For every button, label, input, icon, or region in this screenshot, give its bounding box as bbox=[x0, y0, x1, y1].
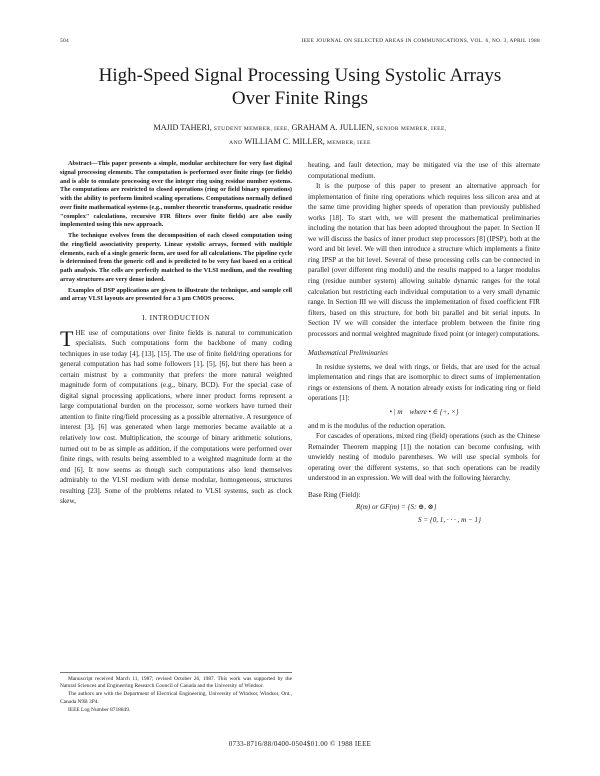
drop-cap: T bbox=[60, 325, 74, 351]
abstract-paragraph-3: Examples of DSP applications are given to illustrate the technique, and sample cell and array VLSI layouts are presented for a 3 μm CMOS process. bbox=[60, 286, 292, 303]
continued-paragraph: heating, and fault detection, may be mitigated via the use of this alternate computational medium. bbox=[308, 161, 540, 180]
abstract bbox=[60, 160, 292, 304]
modulus-paragraph: and m is the modulus of the reduction operation. bbox=[308, 421, 446, 430]
author-2-affiliation: SENIOR MEMBER, IEEE, bbox=[376, 126, 447, 132]
equation-2-left: R(m) or GF(m) = {S: ⊕, ⊗} bbox=[356, 503, 437, 512]
abstract-paragraph-1: Abstract—This paper presents a simple, modular architecture for very fast digital signal processing elements. The computation is performed over finite rings (or fields) and is able to emulate processing over the integer ring using residue number systems. The computations are restricted to closed operations (ring or field binary operations) with the ability to perform limited scaling operations. Computations normally defined over finite mathematical systems (e.g., number theoretic transforms, quadratic residue "complex" calculations, recursive FIR filters over finite fields) are also easily implemented using this new approach. bbox=[60, 160, 292, 229]
author-1-affiliation: STUDENT MEMBER, IEEE, bbox=[213, 126, 290, 132]
title-line-2: Over Finite Rings bbox=[231, 88, 369, 109]
footnotes bbox=[60, 672, 292, 715]
paper-title bbox=[60, 64, 540, 110]
left-column bbox=[60, 160, 292, 507]
author-block bbox=[60, 122, 540, 149]
purpose-paragraph: It is the purpose of this paper to present an alternative approach for implementation of finite ring operations which requires less silicon area and at the same time providing higher speeds of operation than previously published works [18]. To start with, we will present the mathematical preliminaries including the notation that has been adopted throughout the paper. In Section II we will discuss the basics of inner product step processors [8] (IPSP), both at the word and bit level. We will then introduce a structure which implements a finite ring IPSP at the bit level. Several of these processing cells can be connected in parallel (over different ring moduli) and the results mapped to a larger modulus ring (residue number system) allowing suitable dynamic ranges for the total calculation but restricting each individual computation to a very small dynamic range. In Section III we will discuss the implementation of fixed coefficient FIR filters, based on this structure, for both bit parallel and bit serial inputs. In Section IV we will consider the interface problem between the finite ring processors and normal weighted magnitude fixed point (or integer) computations. bbox=[308, 182, 540, 338]
introduction-paragraph bbox=[60, 325, 292, 507]
author-2-name: GRAHAM A. JULLIEN, bbox=[291, 123, 375, 132]
equation-2-right: S = {0, 1, · · · , m − 1} bbox=[418, 516, 481, 525]
journal-name: IEEE JOURNAL ON SELECTED AREAS IN COMMUNICATIONS, VOL. 6, NO. 3, APRIL 1988 bbox=[301, 38, 540, 44]
page-number: 504 bbox=[60, 38, 69, 44]
cascade-paragraph: For cascades of operations, mixed ring (field) operations (such as the Chinese Remainder Theorem mapping [1]) the notation can become confusing, with unwieldy nesting of modulo parentheses. We will use special symbols for operating over the different systems, so that such operations can be readily understood in an expression. We will deal with the following hierarchy. bbox=[308, 432, 540, 483]
right-column bbox=[308, 160, 540, 528]
equation-1-left: • | m bbox=[389, 408, 403, 417]
author-3-prefix: AND bbox=[229, 139, 243, 146]
introduction-heading: I. INTRODUCTION bbox=[142, 314, 210, 322]
base-ring-label: Base Ring (Field): bbox=[308, 490, 361, 499]
equation-base-ring bbox=[308, 502, 540, 513]
equation-set-definition bbox=[308, 515, 540, 526]
author-3-affiliation: MEMBER, IEEE bbox=[326, 139, 371, 146]
copyright-footer: 0733-8716/88/0400-0504$01.00 © 1988 IEEE bbox=[228, 740, 372, 748]
author-1-name: MAJID TAHERI, bbox=[153, 123, 212, 132]
footnote-affiliation: The authors are with the Department of Electrical Engineering, University of Windsor, Windsor, Ont., Canada N9B 3P4. bbox=[60, 691, 292, 705]
introduction-text: HE use of computations over finite fields is natural to communication specialists. Such computations form the backbone of many coding techniques in use today [4], [13], [15]. The use of finite field/ring operations for general computation has had some followers [1], [5], [6], but there has been a certain mistrust by a community that prefers the more natural weighted magnitude form of computations (e.g., binary, BCD). For the special case of digital signal processing applications, where inner product forms represent a large computational burden on the processor, some workers have turned their attention to finite ring/field processing as a possible alternative. A resurgence of interest [3], [6] was generated when large memories became available at a relatively low cost. Multiplication, the scourge of binary arithmetic solutions, turned out to be as simple as addition, if the computations were performed over finite rings, with results being assembled to a weighted magnitude form at the end [6]. It now seems as though such computations also lend themselves admirably to the VLSI medium with dense modular, homogeneous, structures resulting [23]. Some of the problems related to VLSI systems, such as clock skew, bbox=[60, 328, 292, 506]
footnote-log-number: IEEE Log Number 8718849. bbox=[68, 706, 131, 713]
equation-1-right: where • ∈ {+, ×} bbox=[409, 408, 459, 417]
title-line-1: High-Speed Signal Processing Using Systolic Arrays bbox=[98, 65, 502, 86]
equation-ring-notation bbox=[308, 407, 540, 418]
footnote-manuscript: Manuscript received March 11, 1987; revised October 26, 1987. This work was supported by the Natural Sciences and Engineering Research Council of Canada and the University of Windsor. bbox=[60, 676, 292, 690]
author-3-name: WILLIAM C. MILLER, bbox=[244, 136, 325, 146]
math-preliminaries-heading: Mathematical Preliminaries bbox=[308, 349, 388, 358]
math-paragraph: In residue systems, we deal with rings, or fields, that are used for the actual implementation and rings that are isomorphic to direct sums of implementation rings or extensions of them. A notation already exists for indicating ring or field operations [1]: bbox=[308, 362, 540, 403]
abstract-paragraph-2: The technique evolves from the decomposition of each closed computation using the ring/field associativity property. Linear systolic arrays, formed with multiple elements, each of a single generic form, are used for all calculations. The pipeline cycle is determined from the generic cell and is predicted to be very fast based on a critical path analysis. The cells are perfectly matched to the VLSI medium, and the resulting array structures are very dense indeed. bbox=[60, 232, 292, 283]
